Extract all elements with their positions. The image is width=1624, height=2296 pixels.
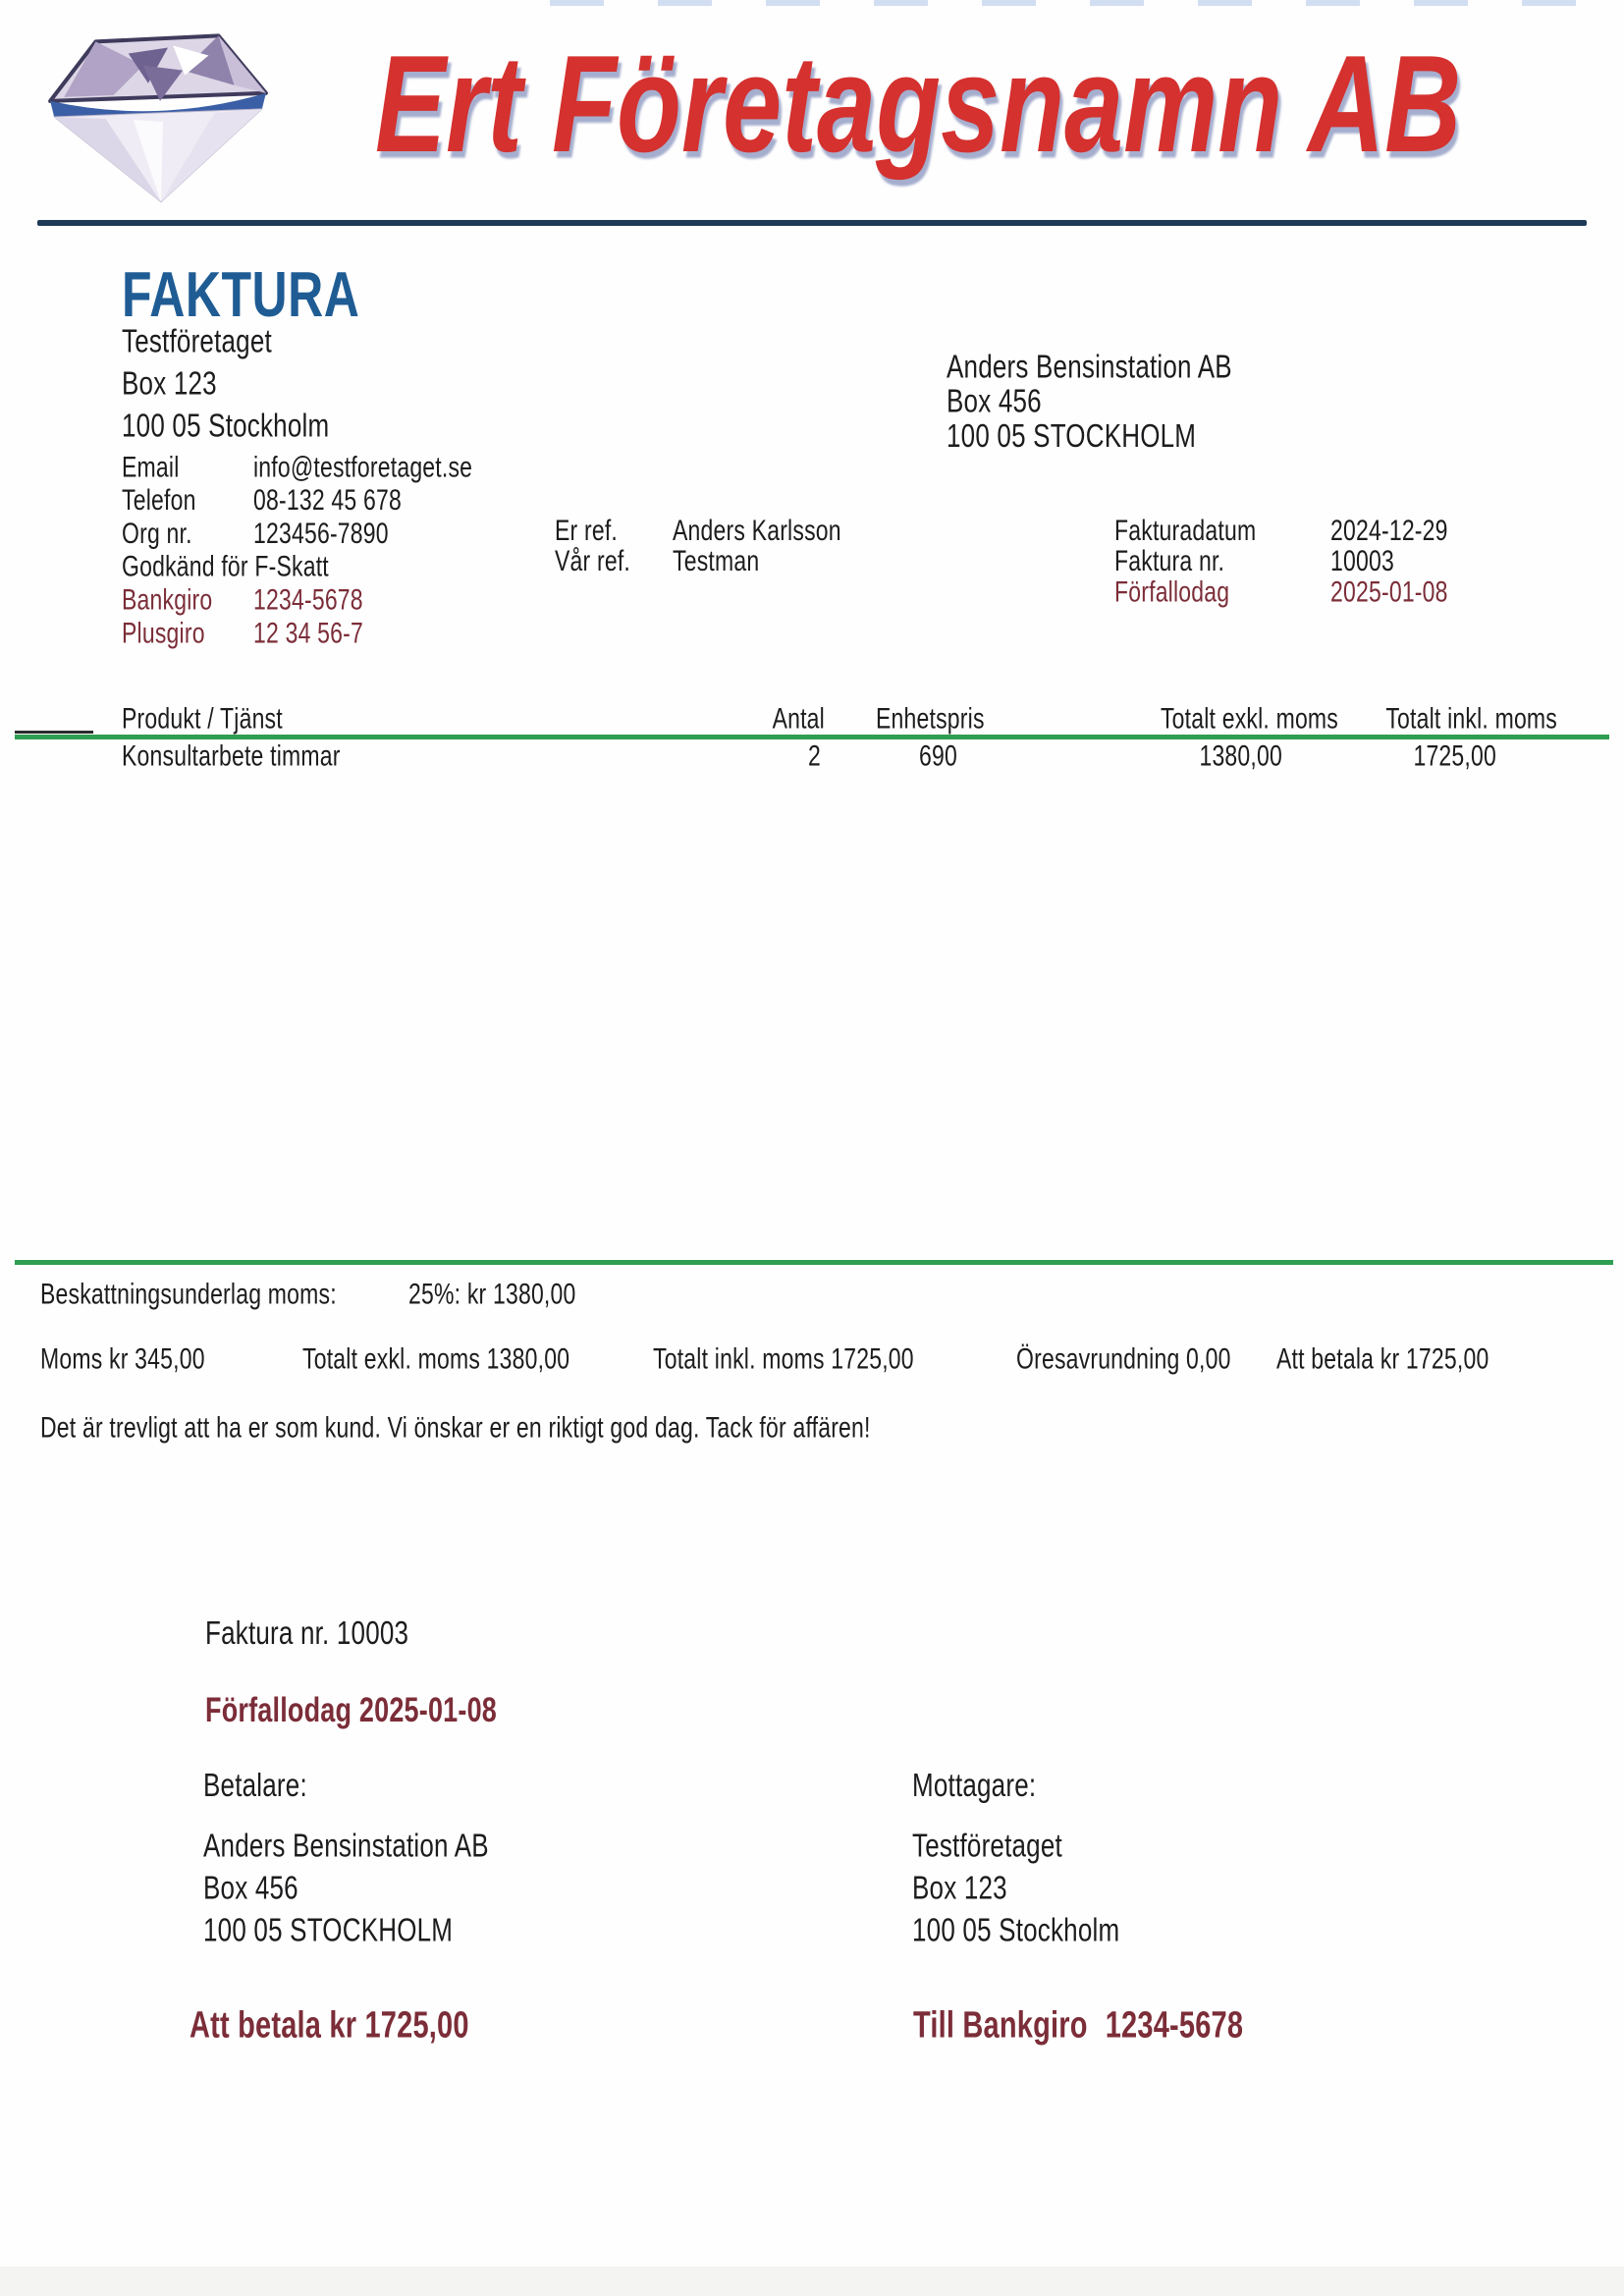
- receiver-city: 100 05 Stockholm: [912, 1910, 1120, 1949]
- col-header-qty: Antal: [772, 701, 825, 735]
- row-unit-price: 690: [919, 738, 957, 772]
- recipient-box: Box 456: [947, 381, 1042, 420]
- thank-you-note: Det är trevligt att ha er som kund. Vi önskar er en riktigt god dag. Tack för affären!: [40, 1410, 871, 1444]
- slip-amount-due: Att betala kr 1725,00: [189, 2005, 469, 2047]
- sender-address: [122, 320, 329, 447]
- payer-box: Box 456: [203, 1868, 298, 1907]
- bankgiro-label: Bankgiro: [122, 582, 213, 616]
- phone-value: 08-132 45 678: [253, 482, 402, 517]
- receiver-address: [912, 1825, 1119, 1951]
- scan-bottom-shadow: [0, 2267, 1624, 2296]
- header-divider: [37, 220, 1587, 226]
- slip-giro: [913, 2005, 1243, 2048]
- due-date-label: Förfallodag: [1114, 574, 1230, 608]
- plusgiro-value: 12 34 56-7: [253, 616, 363, 649]
- col-header-total-incl: Totalt inkl. moms: [1385, 701, 1557, 735]
- sender-box: Box 123: [122, 363, 217, 403]
- col-header-unit-price: Enhetspris: [876, 701, 985, 735]
- sender-city: 100 05 Stockholm: [122, 406, 330, 445]
- col-header-total-excl: Totalt exkl. moms: [1160, 701, 1338, 735]
- receiver-box: Box 123: [912, 1868, 1007, 1907]
- receiver-label: Mottagare:: [912, 1766, 1037, 1804]
- sender-name: Testföretaget: [122, 321, 272, 360]
- recipient-name: Anders Bensinstation AB: [947, 347, 1232, 386]
- plusgiro-row: [122, 616, 472, 649]
- payer-address: [203, 1825, 489, 1951]
- payer-city: 100 05 STOCKHOLM: [203, 1910, 454, 1949]
- summary-moms: Moms kr 345,00: [40, 1341, 205, 1375]
- recipient-address: [947, 347, 1232, 455]
- summary-rounding: Öresavrundning 0,00: [1016, 1341, 1231, 1375]
- diamond-logo-icon: [34, 26, 282, 206]
- due-date-row: [1114, 575, 1448, 606]
- contact-email-row: [122, 450, 472, 483]
- receiver-name: Testföretaget: [912, 1826, 1062, 1865]
- email-value: info@testforetaget.se: [253, 450, 473, 483]
- summary-total-excl: Totalt exkl. moms 1380,00: [302, 1341, 570, 1375]
- er-ref-row: [555, 515, 841, 545]
- invoice-date-row: [1114, 515, 1448, 545]
- var-ref-row: [555, 545, 841, 575]
- payer-name: Anders Bensinstation AB: [203, 1826, 489, 1865]
- references: [555, 515, 841, 575]
- row-total-excl: 1380,00: [1199, 738, 1282, 772]
- payer-label: Betalare:: [203, 1766, 307, 1804]
- bankgiro-row: [122, 582, 472, 616]
- scan-artifact: [550, 0, 1581, 6]
- invoice-meta: [1114, 515, 1448, 607]
- email-label: Email: [122, 450, 180, 483]
- contact-org-row: [122, 517, 472, 550]
- invoice-number-label: Faktura nr.: [1114, 543, 1225, 577]
- row-total-incl: 1725,00: [1413, 738, 1496, 772]
- table-rule-dark-segment: [15, 731, 93, 734]
- company-name: Ert Företagsnamn AB: [375, 26, 1462, 181]
- er-ref-label: Er ref.: [555, 513, 619, 547]
- invoice-date-label: Fakturadatum: [1114, 513, 1257, 547]
- col-header-product: Produkt / Tjänst: [122, 701, 283, 735]
- plusgiro-label: Plusgiro: [122, 616, 205, 649]
- org-value: 123456-7890: [253, 516, 389, 550]
- slip-due-date: Förfallodag 2025-01-08: [205, 1691, 498, 1729]
- invoice-number-row: [1114, 545, 1448, 575]
- contact-phone-row: [122, 483, 472, 517]
- row-product: Konsultarbete timmar: [122, 738, 341, 772]
- invoice-number-value: 10003: [1330, 543, 1394, 577]
- document-title: FAKTURA: [122, 258, 360, 331]
- due-date-value: 2025-01-08: [1330, 574, 1448, 608]
- org-label: Org nr.: [122, 516, 192, 550]
- var-ref-value: Testman: [673, 543, 760, 577]
- summary-rule: [15, 1260, 1613, 1265]
- er-ref-value: Anders Karlsson: [673, 513, 841, 547]
- summary-to-pay: Att betala kr 1725,00: [1276, 1341, 1489, 1375]
- bankgiro-value: 1234-5678: [253, 582, 363, 616]
- contact-details: [122, 450, 472, 649]
- invoice-date-value: 2024-12-29: [1330, 513, 1448, 547]
- row-qty: 2: [808, 738, 821, 772]
- fskatt-row: Godkänd för F-Skatt: [122, 549, 329, 583]
- summary-total-incl: Totalt inkl. moms 1725,00: [653, 1341, 914, 1375]
- tax-base-value: 25%: kr 1380,00: [408, 1277, 576, 1310]
- slip-invoice-number: Faktura nr. 10003: [205, 1613, 409, 1652]
- tax-base-label: Beskattningsunderlag moms:: [40, 1277, 337, 1310]
- slip-giro-label: Till Bankgiro: [913, 2005, 1088, 2047]
- recipient-city: 100 05 STOCKHOLM: [947, 415, 1197, 455]
- phone-label: Telefon: [122, 482, 196, 517]
- slip-giro-value: 1234-5678: [1105, 2005, 1244, 2047]
- var-ref-label: Vår ref.: [555, 543, 631, 577]
